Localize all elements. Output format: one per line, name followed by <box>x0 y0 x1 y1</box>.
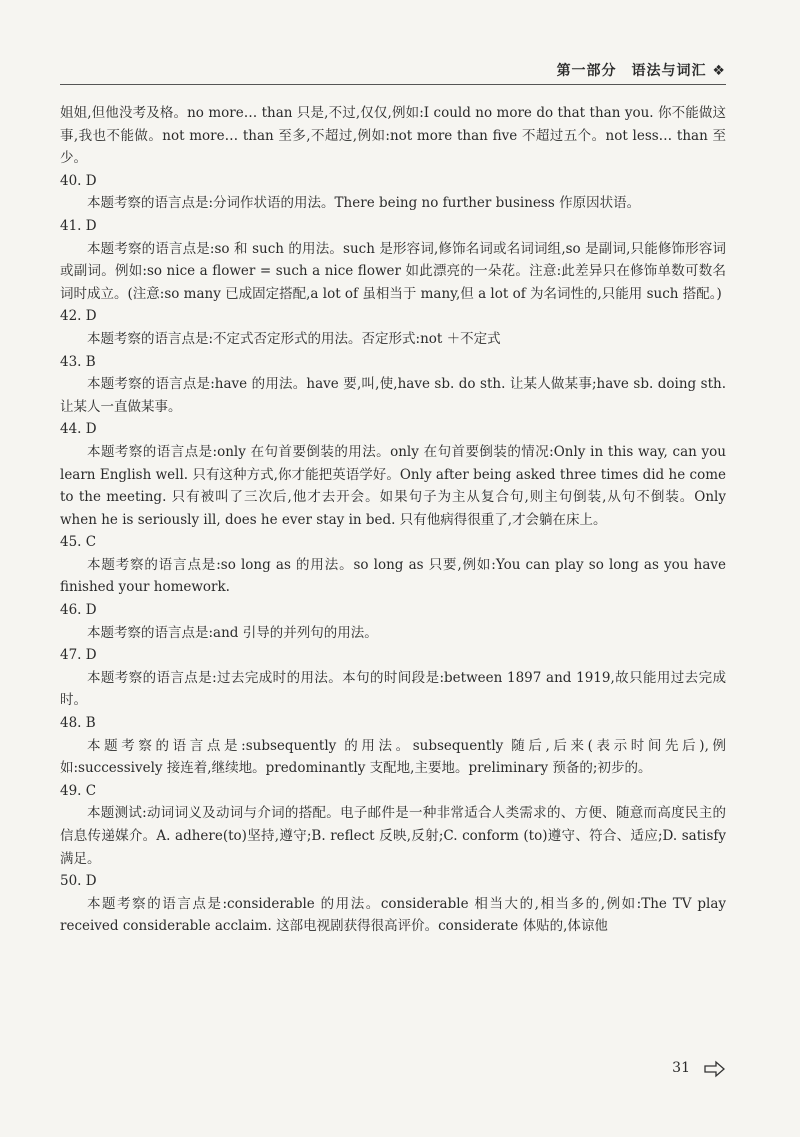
question-number: 40. D <box>60 172 97 189</box>
question-number: 42. D <box>60 308 97 325</box>
explanation-paragraph: 本题考察的语言点是:considerable 的用法。considerable 相当大的,相当多的,例如:The TV play received considerable acclaim. 这部电视剧获得很高评价。considerate 体贴的,体谅他 <box>60 895 726 935</box>
question-number: 41. D <box>60 217 97 234</box>
continued-paragraph: 姐姐,但他没考及格。no more… than 只是,不过,仅仅,例如:I could no more do that than you. 你不能做这事,我也不能做。not more… than 至多,不超过,例如:not more than five 不超过五个。not less… than 至少。 <box>60 105 726 167</box>
explanation-paragraph: 本题考察的语言点是:subsequently 的用法。subsequently 随后,后来(表示时间先后),例如:successively 接连着,继续地。predominantly 支配地,主要地。preliminary 预备的;初步的。 <box>60 737 726 777</box>
explanation-paragraph: 本题考察的语言点是:过去完成时的用法。本句的时间段是:between 1897 and 1919,故只能用过去完成时。 <box>60 669 726 709</box>
explanation-paragraph: 本题考察的语言点是:分词作状语的用法。There being no further business 作原因状语。 <box>87 195 641 212</box>
question-number: 49. C <box>60 782 97 799</box>
page-number: 31 <box>672 1060 690 1076</box>
question-number: 50. D <box>60 873 97 890</box>
explanation-paragraph: 本题考察的语言点是:so 和 such 的用法。such 是形容词,修饰名词或名词词组,so 是副词,只能修饰形容词或副词。例如:so nice a flower = such a nice flower 如此漂亮的一朵花。注意:此差异只在修饰单数可数名词时成立。(注意:so many 已成固定搭配,a lot of 虽相当于 many,但 a lot of 为名词性的,只能用 such 搭配。) <box>60 240 726 302</box>
question-number: 46. D <box>60 602 97 619</box>
question-number: 48. B <box>60 715 96 732</box>
explanation-paragraph: 本题考察的语言点是:only 在句首要倒装的用法。only 在句首要倒装的情况:Only in this way, can you learn English well. 只有这种方式,你才能把英语学好。Only after being asked three times did he come to the meeting. 只有被叫了三次后,他才去开会。如果句子为主从复合句,则主句倒装,从句不倒装。Only when he is seriously ill, does he ever stay in bed. 只有他病得很重了,才会躺在床上。 <box>60 443 726 528</box>
question-number: 47. D <box>60 647 97 664</box>
question-number: 43. B <box>60 353 96 370</box>
arrow-right-outline-icon <box>704 1060 726 1078</box>
running-header <box>60 60 726 85</box>
explanation-paragraph: 本题考察的语言点是:不定式否定形式的用法。否定形式:not ＋不定式 <box>87 330 501 347</box>
explanation-paragraph: 本题测试:动词词义及动词与介词的搭配。电子邮件是一种非常适合人类需求的、方便、随意而高度民主的信息传递媒介。A. adhere(to)坚持,遵守;B. reflect 反映,反射;C. conform (to)遵守、符合、适应;D. satisfy 满足。 <box>60 805 726 867</box>
question-number: 44. D <box>60 421 97 438</box>
answer-explanations <box>60 102 726 938</box>
question-number: 45. C <box>60 534 97 551</box>
explanation-paragraph: 本题考察的语言点是:so long as 的用法。so long as 只要,例如:You can play so long as you have finished your homework. <box>60 556 726 596</box>
section-title: 第一部分 语法与词汇 ❖ <box>556 63 726 79</box>
explanation-paragraph: 本题考察的语言点是:and 引导的并列句的用法。 <box>87 624 378 641</box>
explanation-paragraph: 本题考察的语言点是:have 的用法。have 要,叫,使,have sb. do sth. 让某人做某事;have sb. doing sth. 让某人一直做某事。 <box>60 376 726 415</box>
